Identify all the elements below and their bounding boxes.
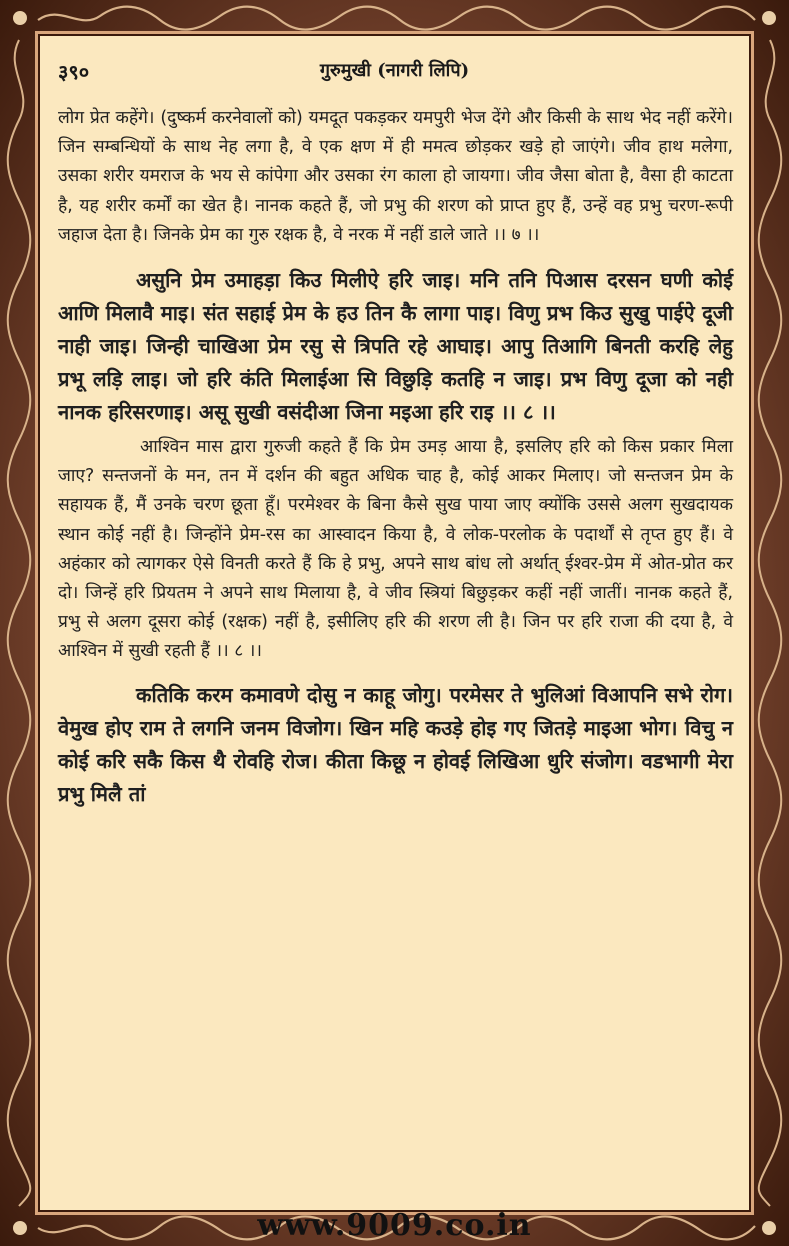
verse-paragraph: कतिकि करम कमावणे दोसु न काहू जोगु। परमेसर ते भुलिआं विआपनि सभे रोग। वेमुख होए राम ते लगनि जनम विजोग। खिन महि कउड़े होइ गए जितड़े माइआ भोग। विचु न कोई करि सकै किस थै रोवहि रोज। कीता किछू न होवई लिखिआ धुरि संजोग। वडभागी मेरा प्रभु मिलै तां [58, 682, 733, 806]
page-content [58, 104, 733, 811]
page-number: ३९० [58, 60, 90, 84]
page-header [58, 58, 731, 88]
verse-paragraph: असुनि प्रेम उमाहड़ा किउ मिलीऐ हरि जाइ। मनि तनि पिआस दरसन घणी कोई आणि मिलावै माइ। संत सहाई प्रेम के हउ तिन कै लागा पाइ। विणु प्रभ किउ सुखु पाईऐ दूजी नाही जाइ। जिन्ही चाखिआ प्रेम रसु से त्रिपति रहे आघाइ। आपु तिआगि बिनती करहि लेहु प्रभू लड़ि लाइ। जो हरि कंति मिलाईआ सि विछुड़ि कतहि न जाइ। प्रभ विणु दूजा को नही नानक हरिसरणाइ। असू सुखी वसंदीआ जिना मइआ हरि राइ ।। ८ ।। [58, 268, 733, 425]
commentary-paragraph: आश्विन मास द्वारा गुरुजी कहते हैं कि प्रेम उमड़ आया है, इसलिए हरि को किस प्रकार मिला जाए? सन्तजनों के मन, तन में दर्शन की बहुत अधिक चाह है, कोई आकर मिलाए। जो सन्तजन प्रेम के सहायक हैं, मैं उनके चरण छूता हूँ। परमेश्वर के बिना कैसे सुख पाया जाए क्योंकि उससे अलग सुखदायक स्थान कोई नहीं है। जिन्होंने प्रेम-रस का आस्वादन किया है, वे लोक-परलोक के पदार्थों से तृप्त हुए हैं। वे अहंकार को त्यागकर ऐसे विनती करते हैं कि हे प्रभु, अपने साथ बांध लो अर्थात् ईश्वर-प्रेम में ओत-प्रोत कर दो। जिन्हें हरि प्रियतम ने अपने साथ मिलाया है, वे जीव स्त्रियां बिछुड़कर कहीं नहीं जातीं। नानक कहते हैं, प्रभु से अलग दूसरा कोई (रक्षक) नहीं है, इसीलिए हरि की शरण ली है। जिन पर हरि राजा की दया है, वे आश्विन में सुखी रहती हैं ।। ८ ।। [58, 437, 733, 662]
right-border-ornament [751, 0, 789, 1246]
website-url: www.9009.co.in [257, 1208, 532, 1243]
running-title: गुरुमुखी (नागरी लिपि) [319, 60, 470, 81]
left-border-ornament [0, 0, 38, 1246]
commentary-paragraph: लोग प्रेत कहेंगे। (दुष्कर्म करनेवालों को) यमदूत पकड़कर यमपुरी भेज देंगे और किसी के साथ भेद नहीं करेंगे। जिन सम्बन्धियों के साथ नेह लगा है, वे एक क्षण में ही ममत्व छोड़कर खड़े हो जाएंगे। जीव हाथ मलेगा, उसका शरीर यमराज के भय से कांपेगा और उसका रंग काला हो जायगा। जीव जैसा बोता है, वैसा ही काटता है, यह शरीर कर्मों का खेत है। नानक कहते हैं, जो प्रभु की शरण को प्राप्त हुए हैं, उन्हें वह प्रभु चरण-रूपी जहाज देता है। जिनके प्रेम का गुरु रक्षक है, वे नरक में नहीं डाले जाते ।। ७ ।। [58, 108, 733, 245]
top-border-ornament [0, 0, 789, 34]
book-page [38, 34, 751, 1212]
